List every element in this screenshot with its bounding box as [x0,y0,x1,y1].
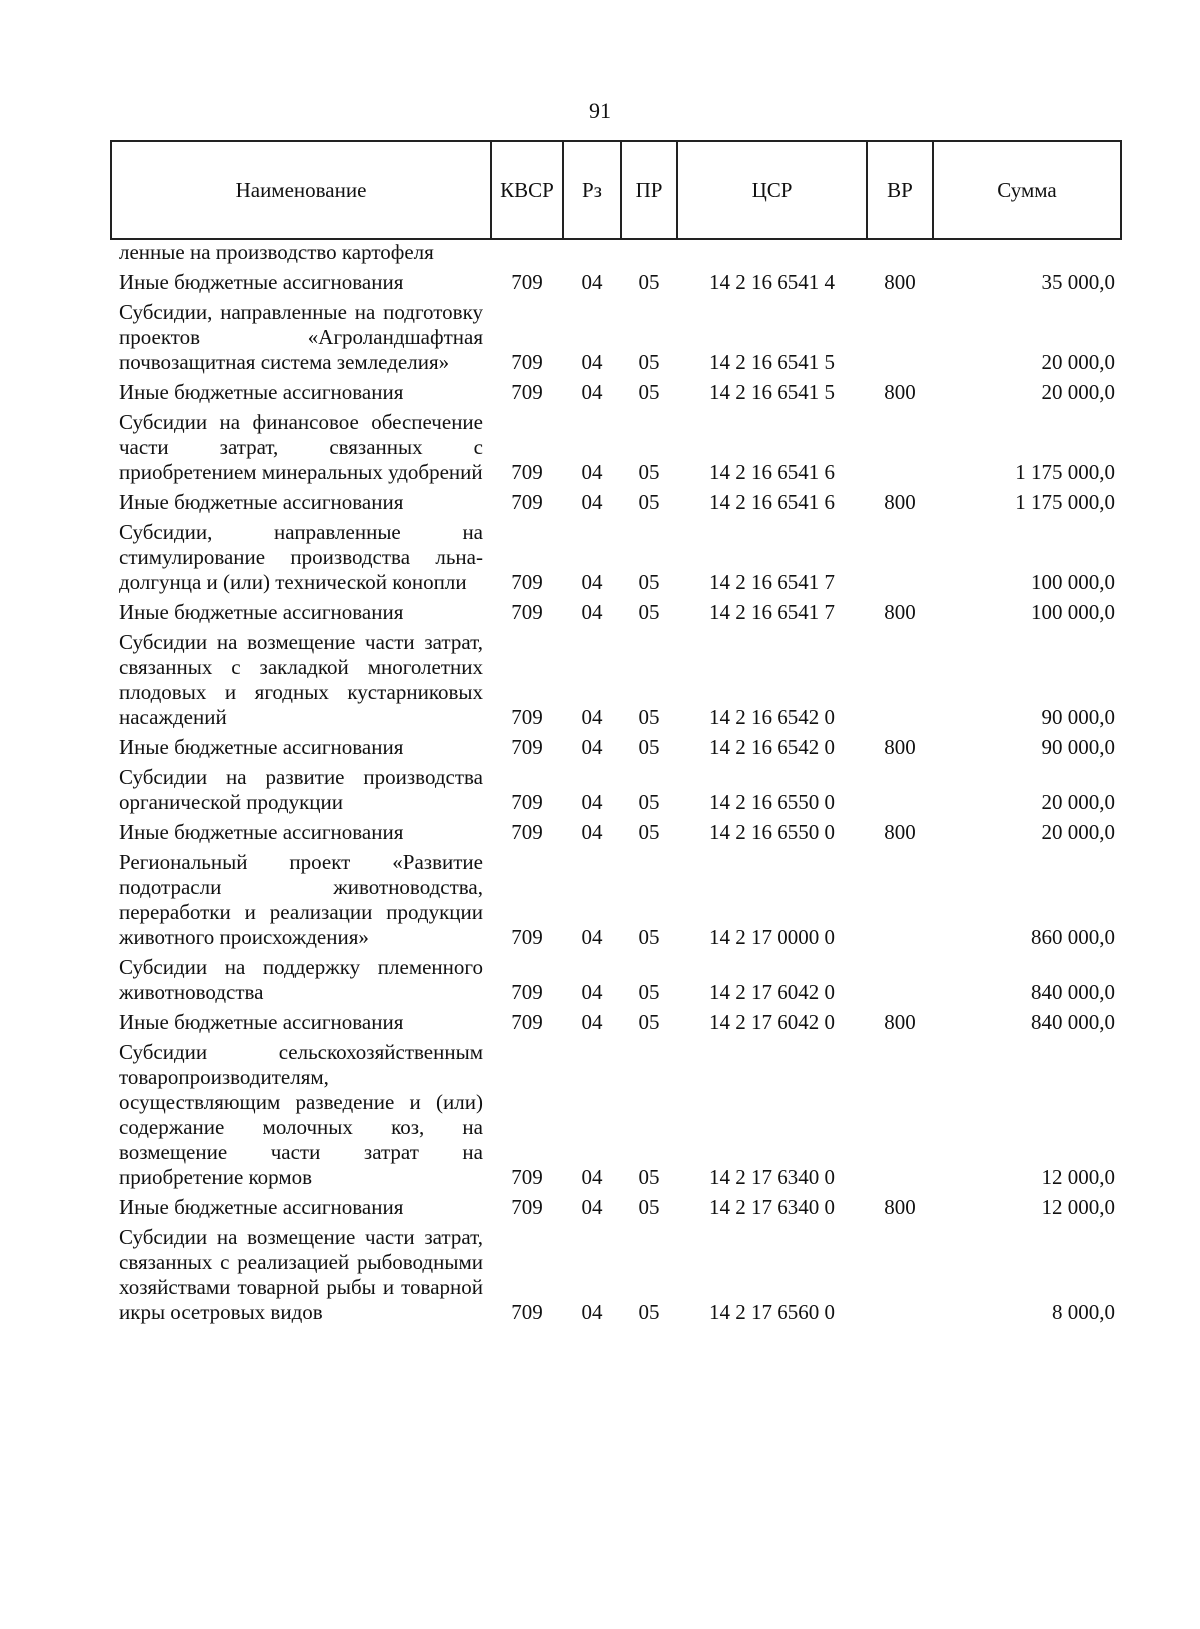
cell-rz: 04 [581,460,603,484]
table-row [111,763,1121,818]
cell-vr: 800 [884,1010,916,1034]
table-row [111,268,1121,298]
cell-csr: 14 2 16 6541 5 [709,350,835,374]
cell-vr: 800 [884,270,916,294]
cell-csr: 14 2 17 0000 0 [709,925,835,949]
cell-vr [867,628,933,733]
cell-csr: 14 2 16 6541 7 [709,570,835,594]
cell-sum: 20 000,0 [1041,790,1115,814]
cell-csr: 14 2 17 6560 0 [709,1300,835,1324]
cell-rz: 04 [581,925,603,949]
cell-vr: 800 [884,735,916,759]
cell-name: Субсидии на возмещение части затрат, связанных с закладкой многолетних плодовых и ягодных кустарниковых насаждений [119,630,483,729]
header-rz: Рз [563,141,621,239]
table-row [111,518,1121,598]
cell-csr: 14 2 17 6042 0 [709,1010,835,1034]
cell-kvsr: 709 [511,1300,543,1324]
cell-name: Иные бюджетные ассигнования [119,1010,404,1034]
cell-vr [867,239,933,268]
cell-csr: 14 2 16 6541 5 [709,380,835,404]
cell-kvsr: 709 [511,790,543,814]
cell-rz: 04 [581,600,603,624]
table-row [111,1038,1121,1193]
cell-vr [867,1038,933,1193]
cell-rz: 04 [581,790,603,814]
cell-rz [563,239,621,268]
table-row [111,378,1121,408]
cell-csr: 14 2 16 6541 4 [709,270,835,294]
cell-csr: 14 2 16 6541 6 [709,490,835,514]
cell-sum: 1 175 000,0 [1015,490,1115,514]
table-row [111,598,1121,628]
cell-sum: 1 175 000,0 [1015,460,1115,484]
cell-pr: 05 [638,570,660,594]
cell-pr: 05 [638,380,660,404]
cell-name: Региональный проект «Развитие подотрасли животноводства, переработки и реализации продукции животного происхождения» [119,850,483,949]
cell-pr: 05 [638,270,660,294]
cell-vr [867,848,933,953]
cell-name: Субсидии сельскохозяйственным товаропроизводителям, осуществляющим разведение и (или) содержание молочных коз, на возмещение части затрат на приобретение кормов [119,1040,483,1189]
cell-vr [867,1223,933,1328]
table-row [111,953,1121,1008]
cell-rz: 04 [581,735,603,759]
cell-sum: 100 000,0 [1031,570,1115,594]
header-csr: ЦСР [677,141,867,239]
cell-csr: 14 2 16 6541 7 [709,600,835,624]
cell-csr: 14 2 16 6542 0 [709,735,835,759]
cell-vr [867,953,933,1008]
cell-pr: 05 [638,1165,660,1189]
header-name: Наименование [111,141,491,239]
cell-pr: 05 [638,460,660,484]
cell-vr [867,408,933,488]
cell-rz: 04 [581,705,603,729]
cell-rz: 04 [581,270,603,294]
cell-kvsr: 709 [511,600,543,624]
cell-sum: 20 000,0 [1041,380,1115,404]
table-row [111,488,1121,518]
cell-sum: 35 000,0 [1041,270,1115,294]
table-row [111,408,1121,488]
cell-name: Иные бюджетные ассигнования [119,735,404,759]
cell-sum [933,239,1121,268]
cell-csr: 14 2 17 6340 0 [709,1195,835,1219]
cell-csr: 14 2 16 6550 0 [709,820,835,844]
cell-name: Иные бюджетные ассигнования [119,490,404,514]
cell-name: Иные бюджетные ассигнования [119,1195,404,1219]
cell-sum: 90 000,0 [1041,735,1115,759]
cell-pr: 05 [638,490,660,514]
cell-pr: 05 [638,820,660,844]
cell-pr [621,239,677,268]
cell-sum: 12 000,0 [1041,1165,1115,1189]
header-vr: ВР [867,141,933,239]
cell-pr: 05 [638,925,660,949]
cell-kvsr: 709 [511,1010,543,1034]
cell-csr: 14 2 16 6550 0 [709,790,835,814]
cell-kvsr: 709 [511,820,543,844]
cell-csr: 14 2 16 6541 6 [709,460,835,484]
cell-pr: 05 [638,1010,660,1034]
cell-sum: 840 000,0 [1031,980,1115,1004]
cell-sum: 90 000,0 [1041,705,1115,729]
cell-rz: 04 [581,820,603,844]
cell-vr: 800 [884,600,916,624]
cell-sum: 20 000,0 [1041,350,1115,374]
cell-rz: 04 [581,1165,603,1189]
cell-rz: 04 [581,570,603,594]
cell-rz: 04 [581,1300,603,1324]
cell-csr: 14 2 16 6542 0 [709,705,835,729]
cell-csr [677,239,867,268]
cell-pr: 05 [638,790,660,814]
cell-pr: 05 [638,705,660,729]
page-number: 91 [589,98,611,123]
cell-kvsr: 709 [511,705,543,729]
table-row [111,1223,1121,1328]
cell-kvsr: 709 [511,980,543,1004]
cell-name: Субсидии, направленные на подготовку проектов «Агроландшафтная почвозащитная система земледелия» [119,300,483,374]
cell-kvsr: 709 [511,735,543,759]
cell-kvsr [491,239,563,268]
cell-kvsr: 709 [511,270,543,294]
table-row [111,818,1121,848]
table-row [111,1193,1121,1223]
budget-table [110,140,1122,1328]
cell-csr: 14 2 17 6340 0 [709,1165,835,1189]
cell-rz: 04 [581,1010,603,1034]
cell-csr: 14 2 17 6042 0 [709,980,835,1004]
cell-name: Субсидии на развитие производства органической продукции [119,765,483,814]
cell-vr [867,763,933,818]
cell-rz: 04 [581,1195,603,1219]
cell-kvsr: 709 [511,350,543,374]
table-row [111,733,1121,763]
table-header-row [111,141,1121,239]
cell-vr: 800 [884,490,916,514]
table-row [111,628,1121,733]
cell-name: Иные бюджетные ассигнования [119,820,404,844]
cell-kvsr: 709 [511,570,543,594]
cell-sum: 12 000,0 [1041,1195,1115,1219]
cell-rz: 04 [581,350,603,374]
cell-name: Субсидии, направленные на стимулирование производства льна-долгунца и (или) технической конопли [119,520,483,594]
header-pr: ПР [621,141,677,239]
header-sum: Сумма [933,141,1121,239]
cell-sum: 20 000,0 [1041,820,1115,844]
cell-kvsr: 709 [511,460,543,484]
table-row [111,239,1121,268]
cell-kvsr: 709 [511,490,543,514]
cell-pr: 05 [638,1300,660,1324]
cell-sum: 840 000,0 [1031,1010,1115,1034]
cell-pr: 05 [638,1195,660,1219]
cell-name: ленные на производство картофеля [119,240,434,264]
cell-pr: 05 [638,350,660,374]
cell-vr: 800 [884,1195,916,1219]
cell-name: Иные бюджетные ассигнования [119,380,404,404]
cell-vr: 800 [884,820,916,844]
cell-pr: 05 [638,735,660,759]
cell-vr: 800 [884,380,916,404]
cell-sum: 100 000,0 [1031,600,1115,624]
cell-vr [867,518,933,598]
cell-name: Субсидии на финансовое обеспечение части затрат, связанных с приобретением минеральных удобрений [119,410,483,484]
cell-name: Субсидии на возмещение части затрат, связанных с реализацией рыбоводными хозяйствами товарной рыбы и товарной икры осетровых видов [119,1225,483,1324]
header-kvsr: КВСР [491,141,563,239]
cell-name: Иные бюджетные ассигнования [119,270,404,294]
cell-vr [867,298,933,378]
cell-name: Иные бюджетные ассигнования [119,600,404,624]
cell-rz: 04 [581,380,603,404]
cell-rz: 04 [581,980,603,1004]
table-row [111,298,1121,378]
table-row [111,848,1121,953]
cell-sum: 8 000,0 [1052,1300,1115,1324]
cell-rz: 04 [581,490,603,514]
cell-sum: 860 000,0 [1031,925,1115,949]
table-row [111,1008,1121,1038]
cell-kvsr: 709 [511,925,543,949]
cell-name: Субсидии на поддержку племенного животноводства [119,955,483,1004]
table-body [111,239,1121,1328]
cell-pr: 05 [638,980,660,1004]
budget-table-container [110,140,1120,1328]
cell-pr: 05 [638,600,660,624]
cell-kvsr: 709 [511,1195,543,1219]
cell-kvsr: 709 [511,1165,543,1189]
cell-kvsr: 709 [511,380,543,404]
